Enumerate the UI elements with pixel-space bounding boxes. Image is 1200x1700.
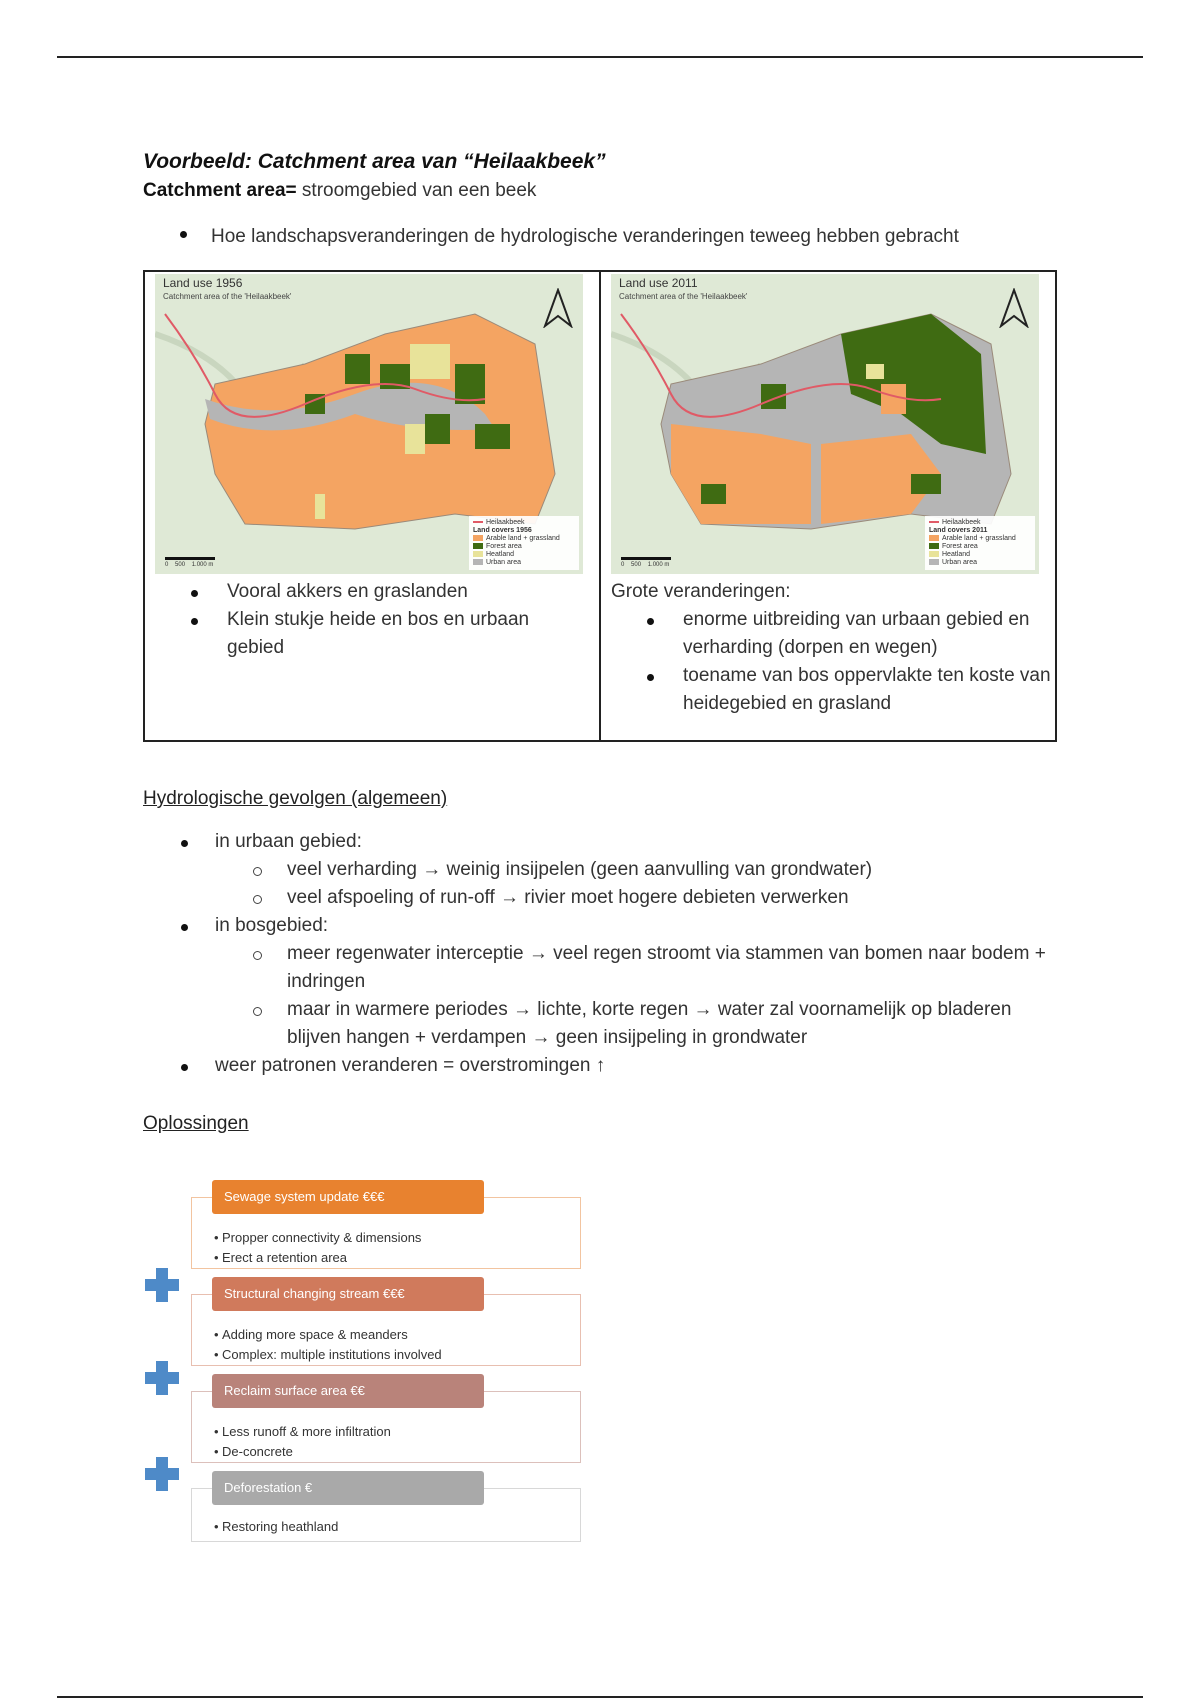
page-top-rule [57,56,1143,58]
legend-swatch [929,535,939,541]
map-2011-arable [881,384,906,414]
legend-label: Urban area [486,559,522,566]
list-item-text: weer patronen veranderen = overstromingen ↑ [215,1055,606,1076]
legend-river-swatch [929,521,939,523]
bullet-icon [191,618,198,625]
list-item-text: toename van bos oppervlakte ten koste van heidegebied en grasland [683,665,1051,714]
solution-bullet: • De-concrete [192,1442,580,1462]
solution-bullet: • Propper connectivity & dimensions [192,1228,580,1248]
list-item [143,912,1063,940]
map-1956-heath [405,424,425,454]
scale-label: 1.000 m [191,562,214,568]
list-item-text: enorme uitbreiding van urbaan gebied en verharding (dorpen en wegen) [683,609,1030,658]
plus-icon [145,1457,179,1491]
solution-header: Reclaim surface area €€ [212,1374,484,1408]
solution-bullet: • Adding more space & meanders [192,1325,580,1345]
list-item-text: meer regenwater interceptie → veel regen stroomt via stammen van bomen naar bodem + indringen [287,943,1046,992]
legend-label: Heatland [486,551,515,558]
bullet-icon [647,618,654,625]
sub-bullet-icon [253,867,262,876]
legend-item [929,559,1031,567]
legend-river [929,519,1031,527]
legend-swatch [929,559,939,565]
compare-right-text [611,578,1051,718]
compare-left-text [145,578,585,662]
legend-item [473,551,575,559]
solution-bullet: • Complex: multiple institutions involved [192,1345,580,1365]
scale-label: 500 [631,562,642,568]
legend-swatch [473,543,483,549]
list-item-text: maar in warmere periodes → lichte, korte regen → water zal voornamelijk op bladeren blijven hangen + verdampen → geen insijpeling in grondwater [287,999,1012,1048]
bullet-icon [647,674,654,681]
legend-swatch [473,535,483,541]
legend-swatch [929,543,939,549]
list-item [143,1052,1063,1080]
bullet-icon [180,231,187,238]
scale-label: 500 [175,562,186,568]
map-subtitle: Catchment area of the 'Heilaakbeek' [163,292,292,301]
table-divider [599,272,601,740]
scalebar-bar [165,557,215,560]
legend-item [473,543,575,551]
map-2011-forest [911,474,941,494]
solution-bullet: • Restoring heathland [192,1517,580,1537]
legend-title: Land covers 2011 [929,527,988,534]
map-2011-forest [701,484,726,504]
legend-title: Land covers 1956 [473,527,532,534]
legend-river [473,519,575,527]
map-legend [469,516,579,570]
scale-label: 0 [621,562,625,568]
bullet-icon [191,590,198,597]
legend-label: Heatland [942,551,971,558]
scale-label: 1.000 m [647,562,670,568]
scale-label: 0 [165,562,169,568]
scalebar-bar [621,557,671,560]
plus-icon [145,1268,179,1302]
plus-icon [145,1361,179,1395]
legend-label: Forest area [486,543,522,550]
map-1956-heath [410,344,450,379]
map-1956-forest [345,354,370,384]
hydro-list [143,828,1063,1080]
legend-item [929,543,1031,551]
list-item [145,578,585,606]
list-item [611,662,1051,718]
list-item-text: veel verharding → weinig insijpelen (geen aanvulling van grondwater) [287,859,873,880]
hydro-heading: Hydrologische gevolgen (algemeen) [143,788,448,809]
map-1956-heath [315,494,325,519]
solution-bullet: • Erect a retention area [192,1248,580,1268]
intro-bullet-text: Hoe landschapsveranderingen de hydrologische veranderingen teweeg hebben gebracht [211,226,959,247]
page-bottom-rule [57,1696,1143,1698]
sub-list-item [143,940,1063,996]
sub-list-item [143,884,1063,912]
map-scalebar [165,557,215,568]
section-title: Voorbeeld: Catchment area van “Heilaakbeek” [143,150,606,173]
legend-label: Urban area [942,559,978,566]
solution-header: Sewage system update €€€ [212,1180,484,1214]
map-1956-forest [455,364,485,404]
solutions-heading: Oplossingen [143,1113,249,1134]
map-2011 [611,274,1039,574]
list-item-text: veel afspoeling of run-off → rivier moet hogere debieten verwerken [287,887,849,908]
list-item-text: Vooral akkers en graslanden [227,581,468,602]
north-arrow-icon [543,288,573,328]
bullet-icon [181,840,188,847]
intro-bullet [180,226,959,248]
definition-text: stroomgebied van een beek [296,180,537,201]
map-1956 [155,274,583,574]
bullet-icon [181,1064,188,1071]
definition-line [143,180,536,202]
bullet-icon [181,924,188,931]
map-1956-forest [425,414,450,444]
legend-label: Arable land + grassland [486,535,560,542]
list-item-text: in urbaan gebied: [215,831,362,852]
legend-swatch [473,551,483,557]
legend-label: Arable land + grassland [942,535,1016,542]
legend-swatch [473,559,483,565]
list-item-text: in bosgebied: [215,915,329,936]
legend-item [473,559,575,567]
list-item-text: Klein stukje heide en bos en urbaan gebied [227,609,530,658]
map-2011-heath [866,364,884,379]
legend-label: Heilaakbeek [486,519,525,526]
legend-item [473,535,575,543]
map-legend [925,516,1035,570]
legend-item [929,535,1031,543]
sub-bullet-icon [253,1007,262,1016]
map-1956-forest [475,424,510,449]
legend-swatch [929,551,939,557]
solution-header: Structural changing stream €€€ [212,1277,484,1311]
list-item [143,828,1063,856]
list-item [145,606,585,662]
solution-bullet: • Less runoff & more infiltration [192,1422,580,1442]
definition-term: Catchment area= [143,180,297,201]
legend-item [929,551,1031,559]
legend-river-swatch [473,521,483,523]
sub-bullet-icon [253,951,262,960]
comparison-table [143,270,1057,742]
north-arrow-icon [999,288,1029,328]
map-title: Land use 2011 [619,276,698,290]
sub-list-item [143,856,1063,884]
compare-right-intro: Grote veranderingen: [611,581,791,602]
list-item [611,606,1051,662]
map-title: Land use 1956 [163,276,243,290]
map-scalebar [621,557,671,568]
sub-list-item [143,996,1063,1052]
legend-label: Forest area [942,543,978,550]
map-subtitle: Catchment area of the 'Heilaakbeek' [619,292,748,301]
solution-header: Deforestation € [212,1471,484,1505]
sub-bullet-icon [253,895,262,904]
legend-label: Heilaakbeek [942,519,981,526]
